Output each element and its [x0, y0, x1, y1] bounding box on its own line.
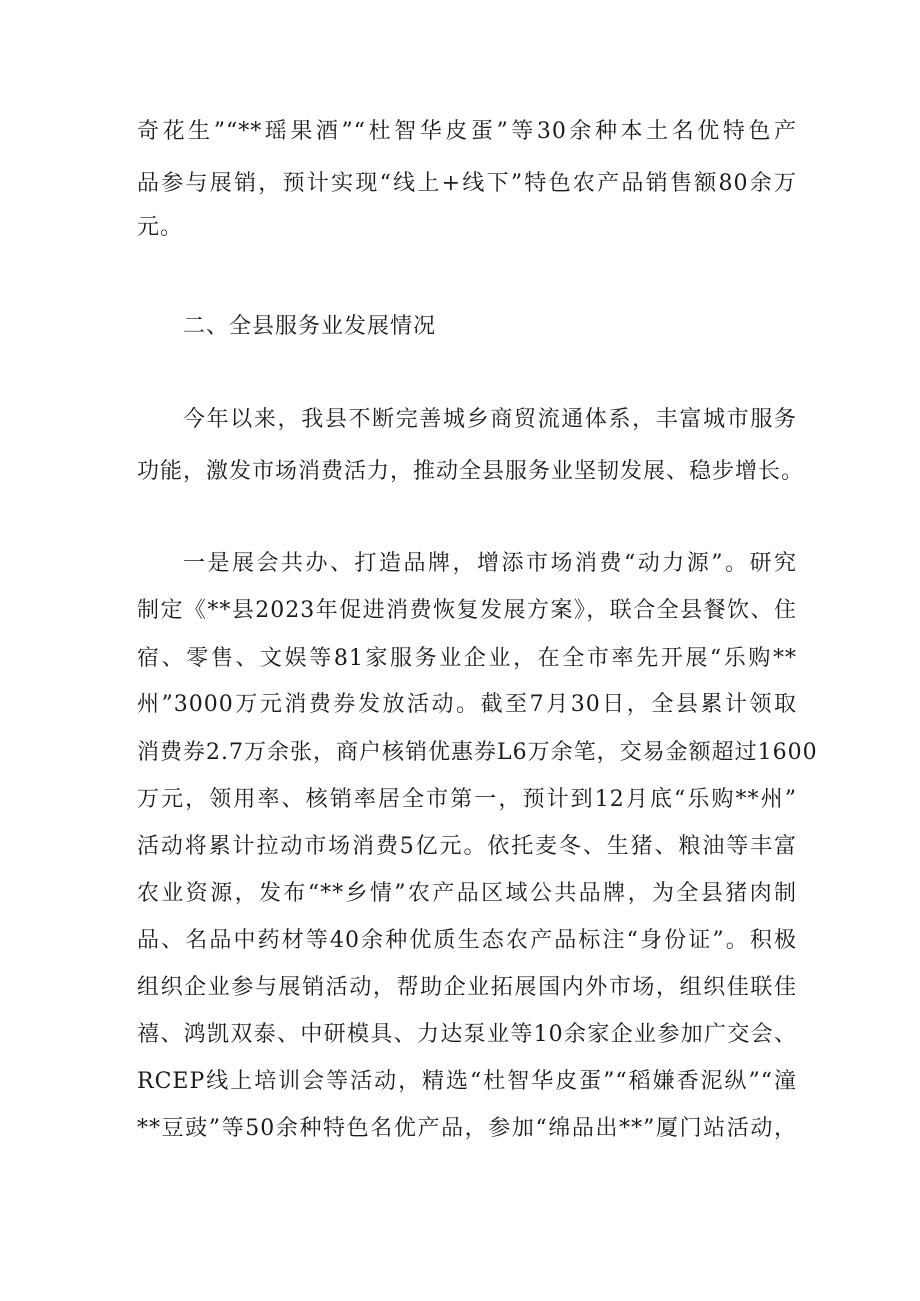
text-line: RCEP线上培训会等活动，精选“杜智华皮蛋”“稻嫌香泥纵”“潼	[137, 1069, 797, 1094]
text-line: 消费券2.7万余张，商户核销优惠券L6万余笔，交易金额超过1600	[137, 740, 818, 765]
text-line: 制定《**县2023年促进消费恢复发展方案》，联合全县餐饮、住	[137, 598, 797, 623]
text-line: 今年以来，我县不断完善城乡商贸流通体系，丰富城市服务	[183, 407, 797, 432]
text-line: 宿、零售、文娱等81家服务业企业，在全市率先开展“乐购**	[137, 646, 797, 671]
section-heading: 二、全县服务业发展情况	[183, 314, 437, 339]
text-line: 品、名品中药材等40余种优质生态农产品标注“身份证”。积极	[137, 928, 797, 953]
text-line: 州”3000万元消费券发放活动。截至7月30日，全县累计领取	[137, 692, 797, 717]
text-line: 禧、鸿凯双泰、中研模具、力达泵业等10余家企业参加广交会、	[137, 1022, 797, 1047]
text-line: 功能，激发市场消费活力，推动全县服务业坚韧发展、稳步增长。	[137, 459, 805, 484]
text-line: 活动将累计拉动市场消费5亿元。依托麦冬、生猪、粮油等丰富	[137, 834, 797, 859]
text-line: 农业资源，发布“**乡情”农产品区域公共品牌，为全县猪肉制	[137, 881, 797, 906]
text-line: **豆豉”等50余种特色名优产品，参加“绵品出**”厦门站活动，	[137, 1116, 797, 1141]
text-line: 万元，领用率、核销率居全市第一，预计到12月底“乐购**州”	[137, 787, 797, 812]
text-line: 一是展会共办、打造品牌，增添市场消费“动力源”。研究	[183, 551, 797, 576]
text-line: 奇花生”“**瑶果酒”“杜智华皮蛋”等30余种本土名优特色产	[137, 119, 797, 144]
text-line: 元。	[137, 215, 184, 240]
text-line: 品参与展销，预计实现“线上+线下”特色农产品销售额80余万	[137, 171, 797, 196]
text-line: 组织企业参与展销活动，帮助企业拓展国内外市场，组织佳联佳	[137, 975, 797, 1000]
